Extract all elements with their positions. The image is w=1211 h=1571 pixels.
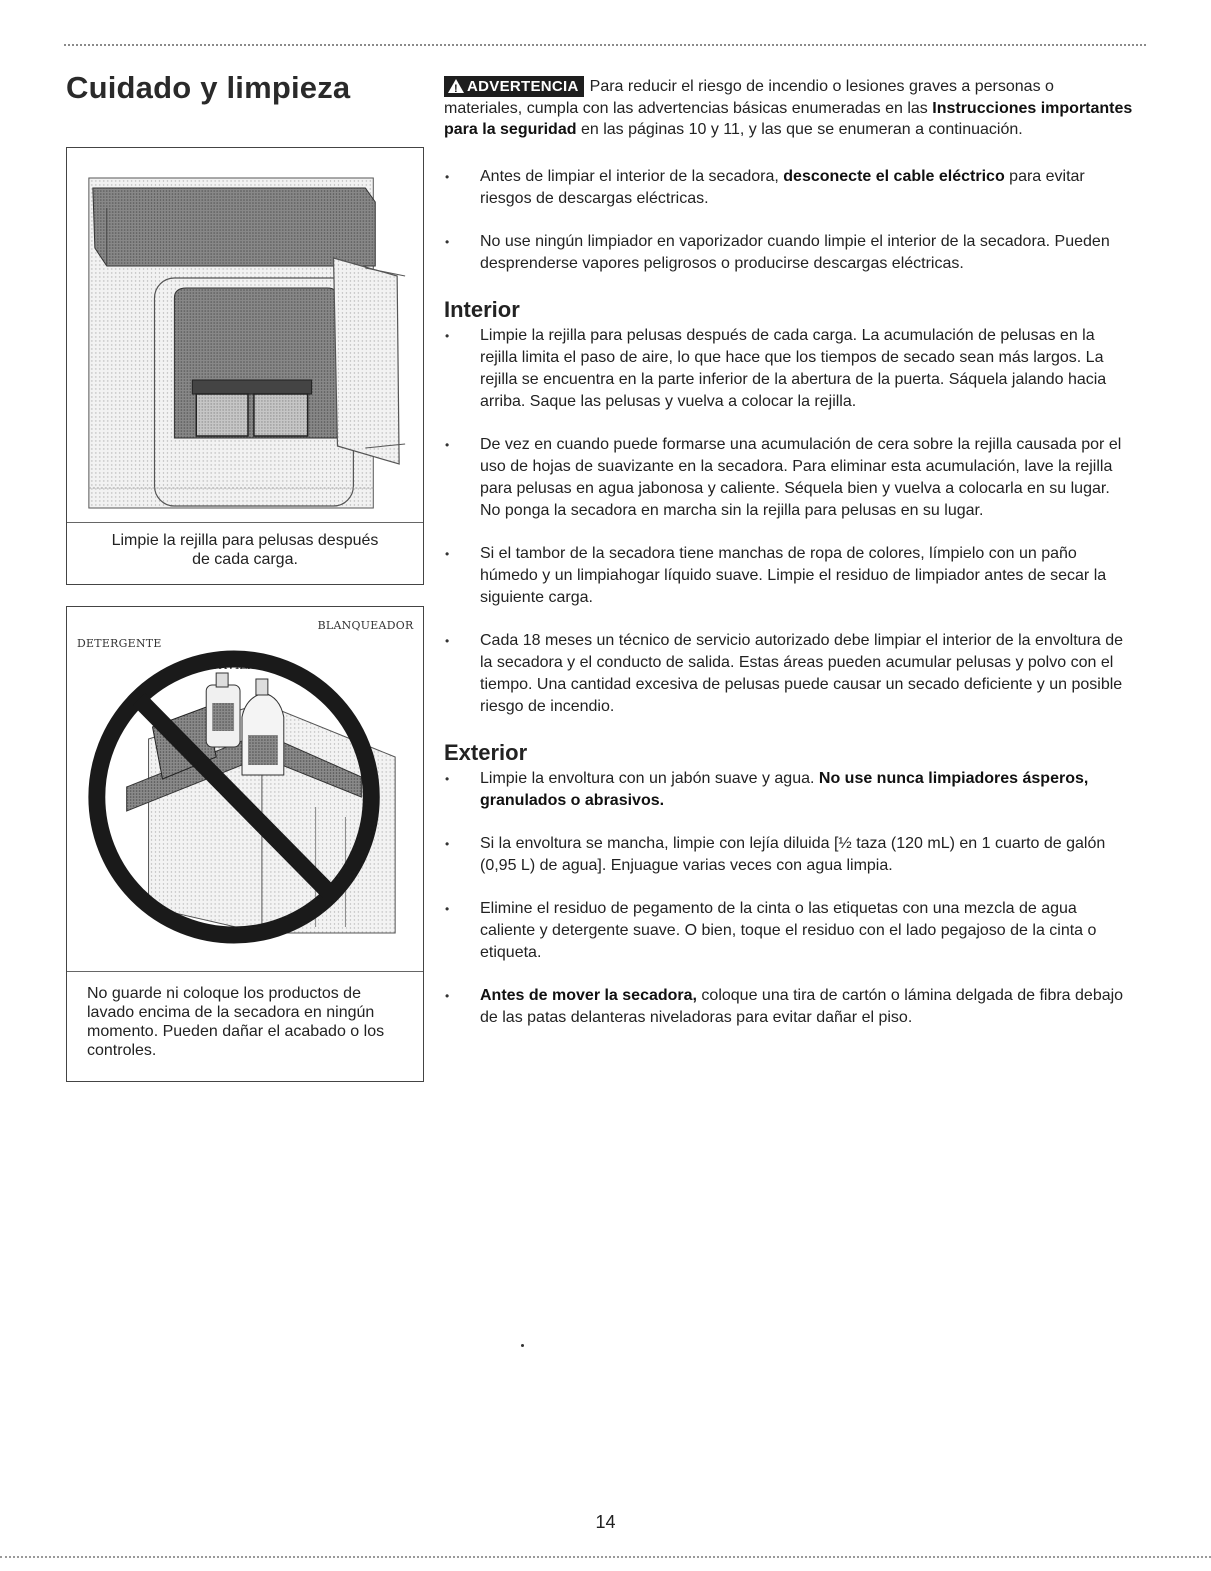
list-item: • Si el tambor de la secadora tiene manchas de ropa de colores, límpielo con un paño húmedo y un limpiahogar líquido suave. Limpie el residuo de limpiador antes de secar la siguiente carga. bbox=[444, 543, 1134, 609]
list-item: • Elimine el residuo de pegamento de la cinta o las etiquetas con una mezcla de agua caliente y detergente suave. O bien, toque el residuo con el lado pegajoso de la cinta o etiqueta. bbox=[444, 898, 1134, 964]
item-text: No use ningún limpiador en vaporizador cuando limpie el interior de la secadora. Pueden desprenderse vapores peligrosos o producirse descargas eléctricas. bbox=[480, 232, 1110, 272]
label-softener: SUAVIZANTE bbox=[202, 658, 282, 673]
item-text: Antes de limpiar el interior de la secadora, bbox=[480, 167, 784, 185]
warning-text-2: en las páginas 10 y 11, y las que se enumeran a continuación. bbox=[576, 121, 1023, 138]
exterior-list bbox=[444, 768, 1134, 1029]
list-item: • Limpie la rejilla para pelusas después de cada carga. La acumulación de pelusas en la rejilla limita el paso de aire, lo que hace que los tiempos de secado sean más largos. La rejilla se encuentra en la parte inferior de la abertura de la puerta. Sáquela jalando hacia arriba. Saque las pelusas y vuelva a colocar la rejilla. bbox=[444, 325, 1134, 413]
list-item bbox=[444, 166, 1134, 210]
bottom-dotted-rule bbox=[0, 1556, 1211, 1558]
lint-screen-caption: Limpie la rejilla para pelusas después de cada carga. bbox=[67, 522, 423, 584]
list-item: • Si la envoltura se mancha, limpie con lejía diluida [½ taza (120 mL) en 1 cuarto de galón (0,95 L) de agua]. Enjuague varias veces con agua limpia. bbox=[444, 833, 1134, 877]
page-number: 14 bbox=[595, 1512, 616, 1532]
exterior-heading: Exterior bbox=[444, 739, 528, 765]
lint-screen-figure bbox=[66, 147, 424, 585]
item-text: Limpie la envoltura con un jabón suave y agua. bbox=[480, 769, 819, 787]
item-text: para evitar riesgos de descargas eléctricas. bbox=[480, 167, 1085, 207]
warning-badge bbox=[444, 76, 584, 97]
page-title: Cuidado y limpieza bbox=[66, 70, 351, 105]
item-bold: No use nunca limpiadores ásperos, granulados o abrasivos. bbox=[480, 769, 1089, 809]
dryer-lint-screen-illustration bbox=[67, 148, 423, 524]
item-bold: Antes de mover la secadora, bbox=[480, 986, 697, 1004]
label-bleach: BLANQUEADOR bbox=[317, 618, 414, 633]
label-detergent: DETERGENTE bbox=[76, 636, 162, 651]
item-text: coloque una tira de cartón o lámina delgada de fibra debajo de las patas delanteras niveladoras para evitar dañar el piso. bbox=[480, 986, 1124, 1026]
top-dotted-rule bbox=[64, 44, 1146, 46]
list-item: • Cada 18 meses un técnico de servicio autorizado debe limpiar el interior de la envoltura de la secadora y el conducto de salida. Estas áreas pueden acumular pelusas y polvo con el tiempo. Una cantidad excesiva de pelusas puede causar un secado deficiente y un posible riesgo de incendio. bbox=[444, 630, 1134, 718]
list-item bbox=[444, 985, 1134, 1029]
stray-mark bbox=[521, 1344, 524, 1347]
warning-triangle-icon bbox=[448, 79, 464, 93]
warning-text-1: Para reducir el riesgo de incendio o lesiones graves a personas o materiales, cumpla con las advertencias básicas enumeradas en las bbox=[444, 78, 1054, 117]
warning-text-bold: Instrucciones importantes para la seguridad bbox=[444, 99, 1133, 138]
warning-paragraph bbox=[444, 76, 1134, 141]
item-bold: desconecte el cable eléctrico bbox=[783, 167, 1005, 185]
warning-badge-label: ADVERTENCIA bbox=[467, 78, 579, 95]
main-content bbox=[444, 76, 1134, 1029]
interior-list bbox=[444, 325, 1134, 718]
list-item bbox=[444, 768, 1134, 812]
no-products-figure bbox=[66, 606, 424, 1082]
general-list bbox=[444, 166, 1134, 275]
list-item: • De vez en cuando puede formarse una acumulación de cera sobre la rejilla causada por el uso de hojas de suavizante en la secadora. Para eliminar esta acumulación, lave la rejilla para pelusas en agua jabonosa y caliente. Séquela bien y vuelva a colocarla en su lugar. No ponga la secadora en marcha sin la rejilla para pelusas en su lugar. bbox=[444, 434, 1134, 522]
no-products-caption: No guarde ni coloque los productos de lavado encima de la secadora en ningún momento. Pueden dañar el acabado o los controles. bbox=[67, 971, 423, 1081]
no-products-illustration bbox=[67, 607, 423, 973]
interior-heading: Interior bbox=[444, 296, 520, 322]
list-item bbox=[444, 231, 1134, 275]
